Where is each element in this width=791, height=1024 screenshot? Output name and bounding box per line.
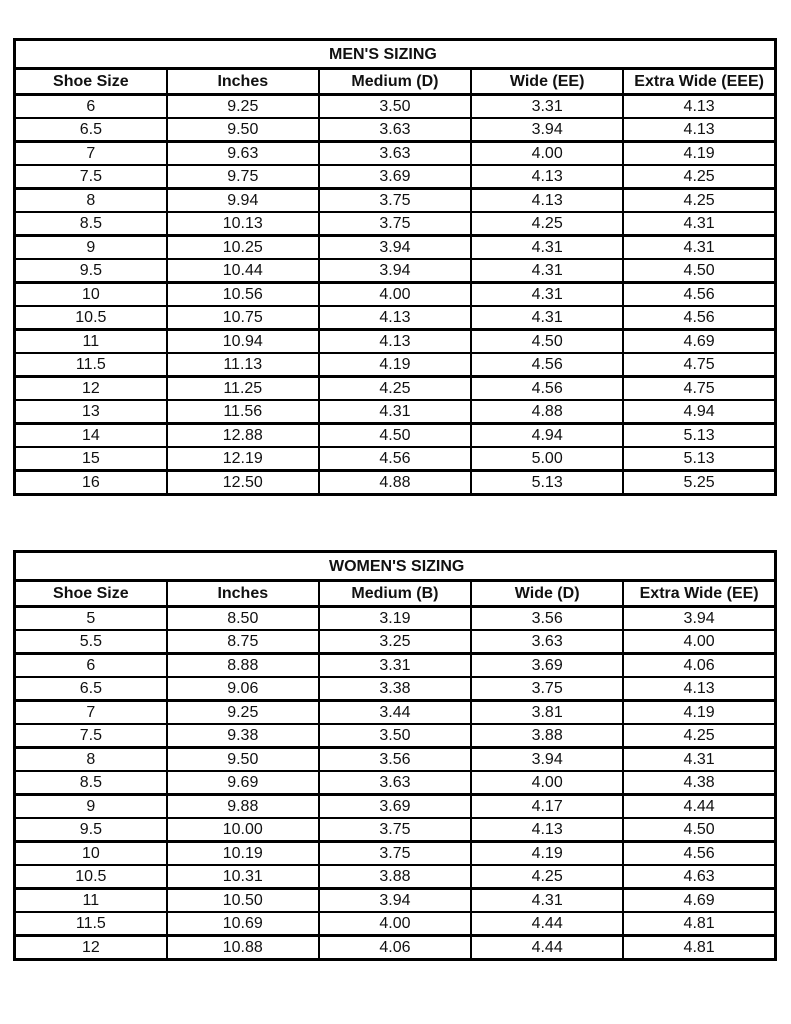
medium-cell: 3.75: [319, 212, 471, 236]
inches-cell: 10.00: [167, 818, 319, 842]
wide-cell: 4.56: [471, 353, 623, 377]
shoe-size-cell: 11: [15, 330, 167, 354]
extra-wide-cell: 4.56: [623, 283, 775, 307]
wide-cell: 3.94: [471, 748, 623, 772]
extra-wide-cell: 4.13: [623, 677, 775, 701]
inches-cell: 12.19: [167, 447, 319, 471]
shoe-size-cell: 7.5: [15, 165, 167, 189]
shoe-size-cell: 9.5: [15, 259, 167, 283]
shoe-size-cell: 8: [15, 748, 167, 772]
table-row: [15, 842, 776, 866]
extra-wide-cell: 4.13: [623, 95, 775, 119]
wide-cell: 3.75: [471, 677, 623, 701]
inches-cell: 9.63: [167, 142, 319, 166]
table-row: [15, 377, 776, 401]
medium-cell: 3.44: [319, 701, 471, 725]
table-row: [15, 471, 776, 495]
inches-cell: 10.31: [167, 865, 319, 889]
wide-cell: 4.13: [471, 165, 623, 189]
inches-cell: 10.69: [167, 912, 319, 936]
table-row: [15, 724, 776, 748]
inches-cell: 10.75: [167, 306, 319, 330]
medium-cell: 4.13: [319, 330, 471, 354]
wide-cell: 4.94: [471, 424, 623, 448]
extra-wide-cell: 4.56: [623, 306, 775, 330]
table-row: [15, 118, 776, 142]
inches-cell: 10.88: [167, 936, 319, 960]
column-header-wide: Wide (EE): [471, 69, 623, 95]
wide-cell: 4.31: [471, 259, 623, 283]
table-row: [15, 283, 776, 307]
wide-cell: 4.44: [471, 912, 623, 936]
medium-cell: 3.19: [319, 607, 471, 631]
mens-table-title: MEN'S SIZING: [15, 40, 776, 69]
inches-cell: 10.13: [167, 212, 319, 236]
medium-cell: 3.88: [319, 865, 471, 889]
table-row: [15, 912, 776, 936]
table-row: [15, 889, 776, 913]
inches-cell: 10.56: [167, 283, 319, 307]
shoe-size-cell: 5.5: [15, 630, 167, 654]
table-row: [15, 306, 776, 330]
table-row: [15, 142, 776, 166]
womens-sizing-table: [13, 550, 777, 961]
shoe-size-cell: 7: [15, 142, 167, 166]
shoe-size-cell: 11: [15, 889, 167, 913]
wide-cell: 4.31: [471, 889, 623, 913]
mens-title-row: [15, 40, 776, 69]
inches-cell: 10.44: [167, 259, 319, 283]
wide-cell: 4.31: [471, 283, 623, 307]
extra-wide-cell: 4.69: [623, 330, 775, 354]
wide-cell: 3.88: [471, 724, 623, 748]
inches-cell: 11.13: [167, 353, 319, 377]
medium-cell: 4.13: [319, 306, 471, 330]
extra-wide-cell: 4.56: [623, 842, 775, 866]
shoe-size-cell: 14: [15, 424, 167, 448]
medium-cell: 3.69: [319, 165, 471, 189]
column-header-extra-wide: Extra Wide (EEE): [623, 69, 775, 95]
medium-cell: 3.63: [319, 118, 471, 142]
extra-wide-cell: 4.38: [623, 771, 775, 795]
wide-cell: 4.88: [471, 400, 623, 424]
wide-cell: 4.19: [471, 842, 623, 866]
medium-cell: 3.63: [319, 771, 471, 795]
medium-cell: 4.56: [319, 447, 471, 471]
extra-wide-cell: 4.81: [623, 912, 775, 936]
wide-cell: 3.63: [471, 630, 623, 654]
wide-cell: 4.56: [471, 377, 623, 401]
wide-cell: 3.56: [471, 607, 623, 631]
extra-wide-cell: 4.75: [623, 377, 775, 401]
shoe-size-cell: 10: [15, 283, 167, 307]
medium-cell: 3.50: [319, 95, 471, 119]
medium-cell: 4.88: [319, 471, 471, 495]
wide-cell: 4.00: [471, 771, 623, 795]
wide-cell: 4.25: [471, 212, 623, 236]
wide-cell: 5.13: [471, 471, 623, 495]
womens-header-row: [15, 581, 776, 607]
wide-cell: 4.44: [471, 936, 623, 960]
column-header-shoe-size: Shoe Size: [15, 69, 167, 95]
table-row: [15, 865, 776, 889]
mens-table-body: [15, 95, 776, 495]
wide-cell: 3.81: [471, 701, 623, 725]
extra-wide-cell: 4.69: [623, 889, 775, 913]
shoe-size-cell: 8.5: [15, 212, 167, 236]
extra-wide-cell: 5.25: [623, 471, 775, 495]
table-row: [15, 654, 776, 678]
inches-cell: 9.25: [167, 95, 319, 119]
column-header-shoe-size: Shoe Size: [15, 581, 167, 607]
column-header-extra-wide: Extra Wide (EE): [623, 581, 775, 607]
medium-cell: 3.94: [319, 889, 471, 913]
extra-wide-cell: 4.19: [623, 701, 775, 725]
table-row: [15, 447, 776, 471]
extra-wide-cell: 4.25: [623, 724, 775, 748]
shoe-size-cell: 10.5: [15, 306, 167, 330]
column-header-wide: Wide (D): [471, 581, 623, 607]
mens-sizing-table: [13, 38, 777, 496]
wide-cell: 3.94: [471, 118, 623, 142]
medium-cell: 4.25: [319, 377, 471, 401]
medium-cell: 4.06: [319, 936, 471, 960]
mens-header-row: [15, 69, 776, 95]
extra-wide-cell: 4.50: [623, 259, 775, 283]
table-row: [15, 189, 776, 213]
inches-cell: 9.50: [167, 748, 319, 772]
extra-wide-cell: 4.44: [623, 795, 775, 819]
shoe-size-cell: 10.5: [15, 865, 167, 889]
inches-cell: 9.06: [167, 677, 319, 701]
inches-cell: 8.75: [167, 630, 319, 654]
inches-cell: 11.25: [167, 377, 319, 401]
table-row: [15, 748, 776, 772]
extra-wide-cell: 3.94: [623, 607, 775, 631]
wide-cell: 3.31: [471, 95, 623, 119]
medium-cell: 3.75: [319, 842, 471, 866]
inches-cell: 9.88: [167, 795, 319, 819]
shoe-size-cell: 10: [15, 842, 167, 866]
table-row: [15, 259, 776, 283]
medium-cell: 3.25: [319, 630, 471, 654]
column-header-medium: Medium (D): [319, 69, 471, 95]
table-row: [15, 936, 776, 960]
table-row: [15, 424, 776, 448]
wide-cell: 4.50: [471, 330, 623, 354]
medium-cell: 3.75: [319, 818, 471, 842]
extra-wide-cell: 5.13: [623, 447, 775, 471]
medium-cell: 4.19: [319, 353, 471, 377]
medium-cell: 3.31: [319, 654, 471, 678]
table-row: [15, 400, 776, 424]
inches-cell: 9.25: [167, 701, 319, 725]
medium-cell: 3.38: [319, 677, 471, 701]
inches-cell: 8.50: [167, 607, 319, 631]
extra-wide-cell: 5.13: [623, 424, 775, 448]
table-row: [15, 165, 776, 189]
medium-cell: 4.00: [319, 283, 471, 307]
table-row: [15, 236, 776, 260]
medium-cell: 3.94: [319, 259, 471, 283]
inches-cell: 10.19: [167, 842, 319, 866]
column-header-medium: Medium (B): [319, 581, 471, 607]
shoe-size-cell: 7.5: [15, 724, 167, 748]
shoe-size-cell: 11.5: [15, 912, 167, 936]
extra-wide-cell: 4.13: [623, 118, 775, 142]
table-row: [15, 212, 776, 236]
inches-cell: 9.38: [167, 724, 319, 748]
shoe-size-cell: 6: [15, 654, 167, 678]
medium-cell: 4.50: [319, 424, 471, 448]
shoe-size-cell: 6.5: [15, 118, 167, 142]
womens-title-row: [15, 552, 776, 581]
inches-cell: 12.50: [167, 471, 319, 495]
shoe-size-cell: 9: [15, 795, 167, 819]
wide-cell: 4.31: [471, 236, 623, 260]
wide-cell: 4.13: [471, 818, 623, 842]
medium-cell: 3.50: [319, 724, 471, 748]
medium-cell: 3.63: [319, 142, 471, 166]
extra-wide-cell: 4.31: [623, 236, 775, 260]
medium-cell: 3.56: [319, 748, 471, 772]
extra-wide-cell: 4.00: [623, 630, 775, 654]
column-header-inches: Inches: [167, 581, 319, 607]
inches-cell: 10.94: [167, 330, 319, 354]
table-row: [15, 677, 776, 701]
inches-cell: 9.75: [167, 165, 319, 189]
shoe-size-cell: 9: [15, 236, 167, 260]
shoe-size-cell: 6.5: [15, 677, 167, 701]
wide-cell: 4.31: [471, 306, 623, 330]
table-row: [15, 95, 776, 119]
table-row: [15, 771, 776, 795]
womens-table-title: WOMEN'S SIZING: [15, 552, 776, 581]
extra-wide-cell: 4.25: [623, 165, 775, 189]
extra-wide-cell: 4.31: [623, 212, 775, 236]
wide-cell: 3.69: [471, 654, 623, 678]
medium-cell: 3.69: [319, 795, 471, 819]
table-row: [15, 353, 776, 377]
shoe-size-cell: 6: [15, 95, 167, 119]
shoe-size-cell: 9.5: [15, 818, 167, 842]
shoe-size-cell: 15: [15, 447, 167, 471]
shoe-size-cell: 16: [15, 471, 167, 495]
shoe-size-cell: 11.5: [15, 353, 167, 377]
inches-cell: 10.25: [167, 236, 319, 260]
extra-wide-cell: 4.63: [623, 865, 775, 889]
table-row: [15, 701, 776, 725]
shoe-size-cell: 13: [15, 400, 167, 424]
table-row: [15, 330, 776, 354]
extra-wide-cell: 4.25: [623, 189, 775, 213]
wide-cell: 5.00: [471, 447, 623, 471]
inches-cell: 11.56: [167, 400, 319, 424]
inches-cell: 8.88: [167, 654, 319, 678]
column-header-inches: Inches: [167, 69, 319, 95]
table-row: [15, 818, 776, 842]
table-row: [15, 795, 776, 819]
inches-cell: 12.88: [167, 424, 319, 448]
table-row: [15, 630, 776, 654]
wide-cell: 4.17: [471, 795, 623, 819]
medium-cell: 4.31: [319, 400, 471, 424]
inches-cell: 9.94: [167, 189, 319, 213]
table-row: [15, 607, 776, 631]
medium-cell: 3.94: [319, 236, 471, 260]
shoe-size-cell: 12: [15, 377, 167, 401]
shoe-size-cell: 12: [15, 936, 167, 960]
womens-table-body: [15, 607, 776, 960]
shoe-size-cell: 7: [15, 701, 167, 725]
extra-wide-cell: 4.50: [623, 818, 775, 842]
extra-wide-cell: 4.06: [623, 654, 775, 678]
shoe-size-cell: 8: [15, 189, 167, 213]
inches-cell: 9.69: [167, 771, 319, 795]
extra-wide-cell: 4.81: [623, 936, 775, 960]
medium-cell: 4.00: [319, 912, 471, 936]
inches-cell: 10.50: [167, 889, 319, 913]
extra-wide-cell: 4.31: [623, 748, 775, 772]
inches-cell: 9.50: [167, 118, 319, 142]
shoe-size-cell: 5: [15, 607, 167, 631]
wide-cell: 4.00: [471, 142, 623, 166]
extra-wide-cell: 4.19: [623, 142, 775, 166]
extra-wide-cell: 4.94: [623, 400, 775, 424]
wide-cell: 4.25: [471, 865, 623, 889]
extra-wide-cell: 4.75: [623, 353, 775, 377]
wide-cell: 4.13: [471, 189, 623, 213]
shoe-size-cell: 8.5: [15, 771, 167, 795]
medium-cell: 3.75: [319, 189, 471, 213]
